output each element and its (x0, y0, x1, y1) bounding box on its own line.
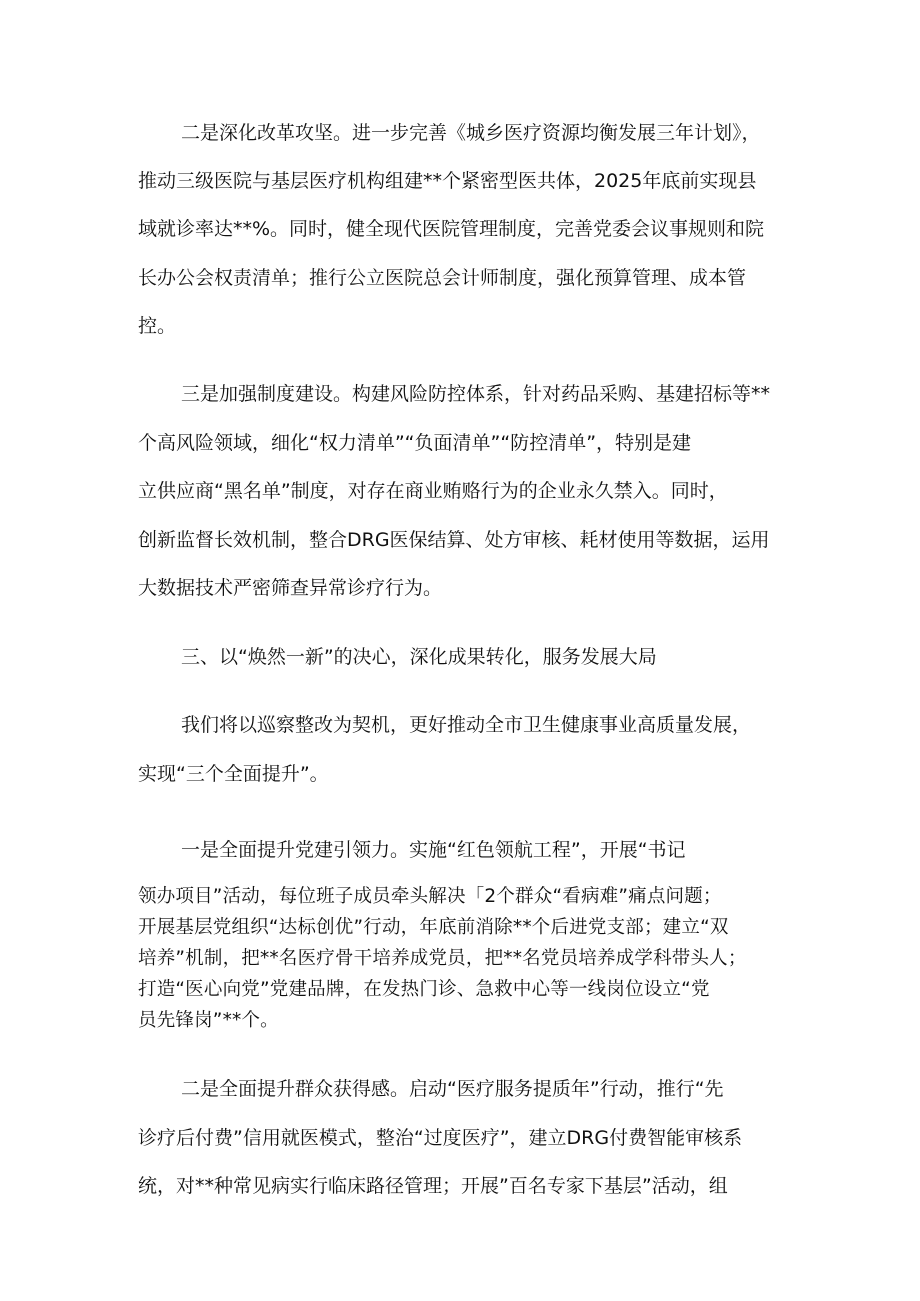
paragraph-2-line-1: 三是加强制度建设。构建风险防控体系，针对药品采购、基建招标等** (181, 383, 771, 405)
paragraph-6-line-2: 开展基层党组织“达标创优”行动，年底前消除**个后进党支部；建立“双 (138, 917, 729, 938)
paragraph-2-line-2: 个高风险领域，细化“权力清单”“负面清单”“防控清单”，特别是建 (138, 432, 692, 454)
paragraph-7-line-3: 统，对**种常见病实行临床路径管理；开展”百名专家下基层”活动，组 (138, 1175, 728, 1197)
paragraph-1-line-4: 长办公会权责清单；推行公立医院总会计师制度，强化预算管理、成本管 (138, 267, 747, 289)
paragraph-5-line-1: 一是全面提升党建引领力。实施“红色领航工程”，开展“书记 (181, 839, 686, 861)
paragraph-6-line-3: 培养”机制，把**名医疗骨干培养成党员，把**名党员培养成学科带头人； (138, 948, 747, 969)
section-heading: 三、以“焕然一新”的决心，深化成果转化，服务发展大局 (181, 646, 657, 668)
paragraph-6-line-5: 员先锋岗”**个。 (138, 1010, 279, 1031)
paragraph-1-line-3: 域就诊率达**%。同时，健全现代医院管理制度，完善党委会议事规则和院 (138, 218, 765, 240)
paragraph-2-line-5: 大数据技术严密筛查异常诊疗行为。 (138, 577, 443, 599)
paragraph-2-line-3: 立供应商“黑名单”制度，对存在商业贿赂行为的企业永久禁入。同时， (138, 480, 728, 502)
paragraph-6-line-1: 领办项目”活动，每位班子成员牵头解决「2个群众“看病难”痛点问题； (138, 886, 722, 907)
paragraph-1-line-2: 推动三级医院与基层医疗机构组建**个紧密型医共体，2025年底前实现县 (138, 170, 757, 192)
paragraph-1-line-1: 二是深化改革攻坚。进一步完善《城乡医疗资源均衡发展三年计划》， (181, 122, 761, 144)
paragraph-1-line-5: 控。 (138, 315, 177, 337)
paragraph-4-line-1: 我们将以巡察整改为契机，更好推动全市卫生健康事业高质量发展， (181, 714, 752, 736)
paragraph-7-line-2: 诊疗后付费”信用就医模式，整治“过度医疗”，建立DRG付费智能审核系 (138, 1127, 743, 1149)
paragraph-4-line-2: 实现“三个全面提升”。 (138, 763, 329, 785)
paragraph-7-line-1: 二是全面提升群众获得感。启动“医疗服务提质年”行动，推行“先 (181, 1078, 724, 1100)
paragraph-6-line-4: 打造“医心向党”党建品牌，在发热门诊、急救中心等一线岗位设立“党 (138, 979, 710, 1000)
paragraph-2-line-4: 创新监督长效机制，整合DRG医保结算、处方审核、耗材使用等数据，运用 (138, 529, 770, 551)
